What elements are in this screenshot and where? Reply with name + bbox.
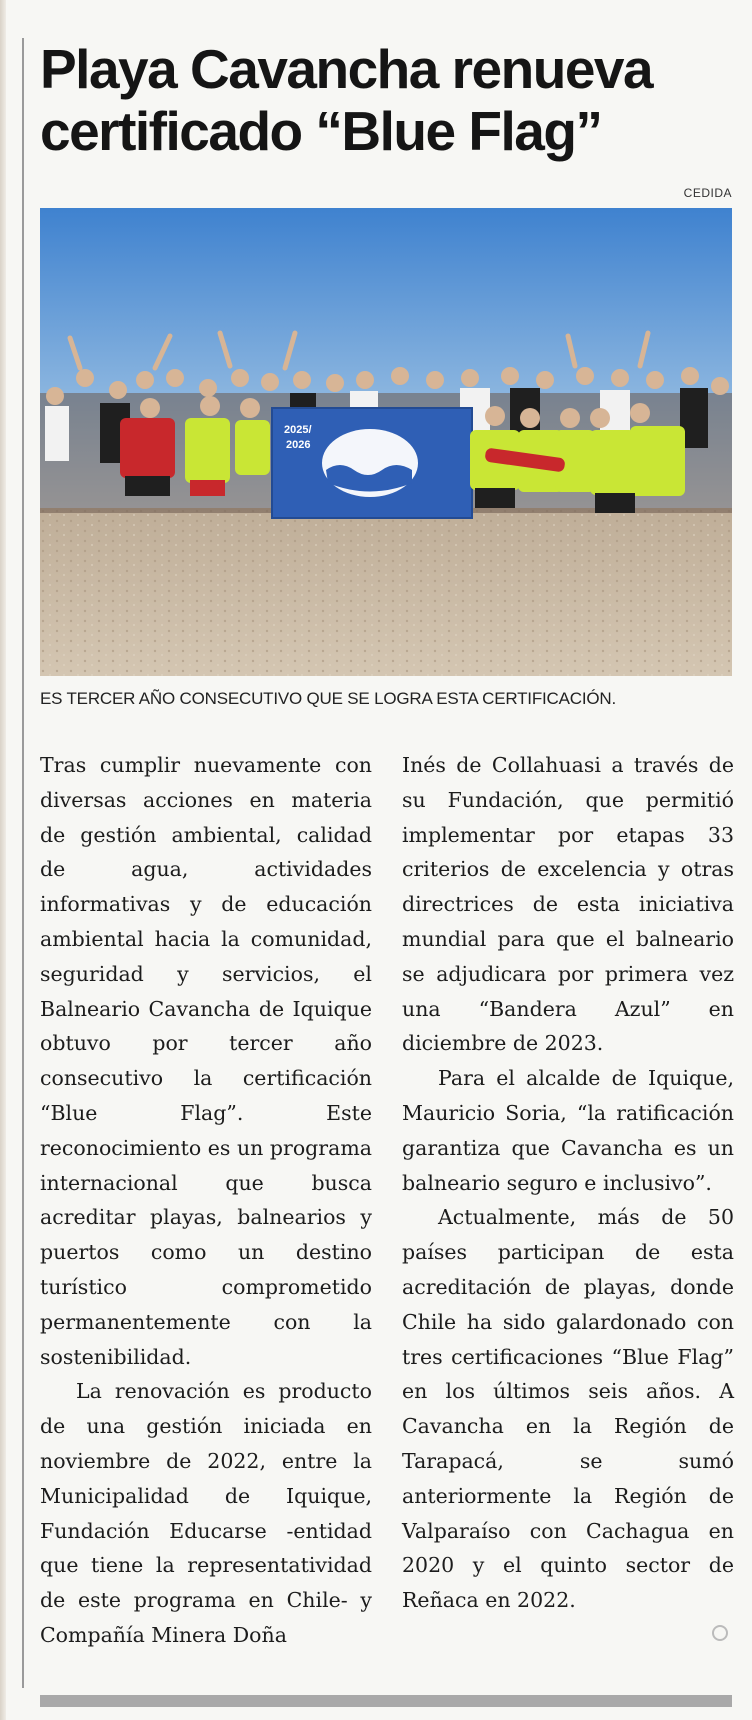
paragraph: Tras cumplir nuevamente con diversas acciones en materia de gestión ambiental, calidad de agua, actividades informativas y de educación ambiental hacia la comunidad, seguridad y servicios, el Balneario Cavancha de Iquique obtuvo por tercer año consecutivo la certificación “Blue Flag”. Este reconocimiento es un programa internacional que busca acreditar playas, balnearios y puertos como un destino turístico comprometido permanentemente con la sostenibilidad.: [40, 753, 372, 1369]
article-column-1: [40, 748, 372, 1653]
article-photo: [40, 208, 732, 676]
column-rule: [22, 38, 24, 1688]
headline-line-1: Playa Cavancha renueva: [40, 38, 653, 100]
bottom-rule: [40, 1695, 732, 1707]
paragraph: Inés de Collahuasi a través de su Fundación, que permitió implementar por etapas 33 criterios de excelencia y otras directrices de esta iniciativa mundial para que el balneario se adjudicara por primera vez una “Bandera Azul” en diciembre de 2023.: [402, 753, 734, 1056]
photo-credit: CEDIDA: [683, 186, 732, 200]
beach-group-photo: [40, 208, 732, 676]
paragraph: Actualmente, más de 50 países participan de esta acreditación de playas, donde Chile ha sido galardonado con tres certificaciones “Blue Flag” en los últimos seis años. A Cavancha en la Región de Tarapacá, se sumó anteriormente la Región de Valparaíso con Cachagua en 2020 y el quinto sector de Reñaca en 2022.: [402, 1205, 734, 1613]
paragraph: Para el alcalde de Iquique, Mauricio Soria, “la ratificación garantiza que Cavancha es un balneario seguro e inclusivo”.: [402, 1066, 734, 1195]
headline-line-2: certificado “Blue Flag”: [40, 100, 602, 162]
flag-text-2: 2026: [286, 439, 311, 451]
headline: [40, 38, 740, 162]
page-edge: [0, 0, 6, 1720]
blue-flag: [272, 408, 472, 518]
end-of-article-icon: [712, 1625, 728, 1641]
flag-text-1: 2025/: [284, 424, 312, 436]
article-column-2: [402, 748, 734, 1618]
paragraph: La renovación es producto de una gestión iniciada en noviembre de 2022, entre la Municipalidad de Iquique, Fundación Educarse -entidad que tiene la representatividad de este programa en Chile- y Compañía Minera Doña: [40, 1379, 372, 1647]
photo-caption: ES TERCER AÑO CONSECUTIVO QUE SE LOGRA ESTA CERTIFICACIÓN.: [40, 689, 616, 708]
